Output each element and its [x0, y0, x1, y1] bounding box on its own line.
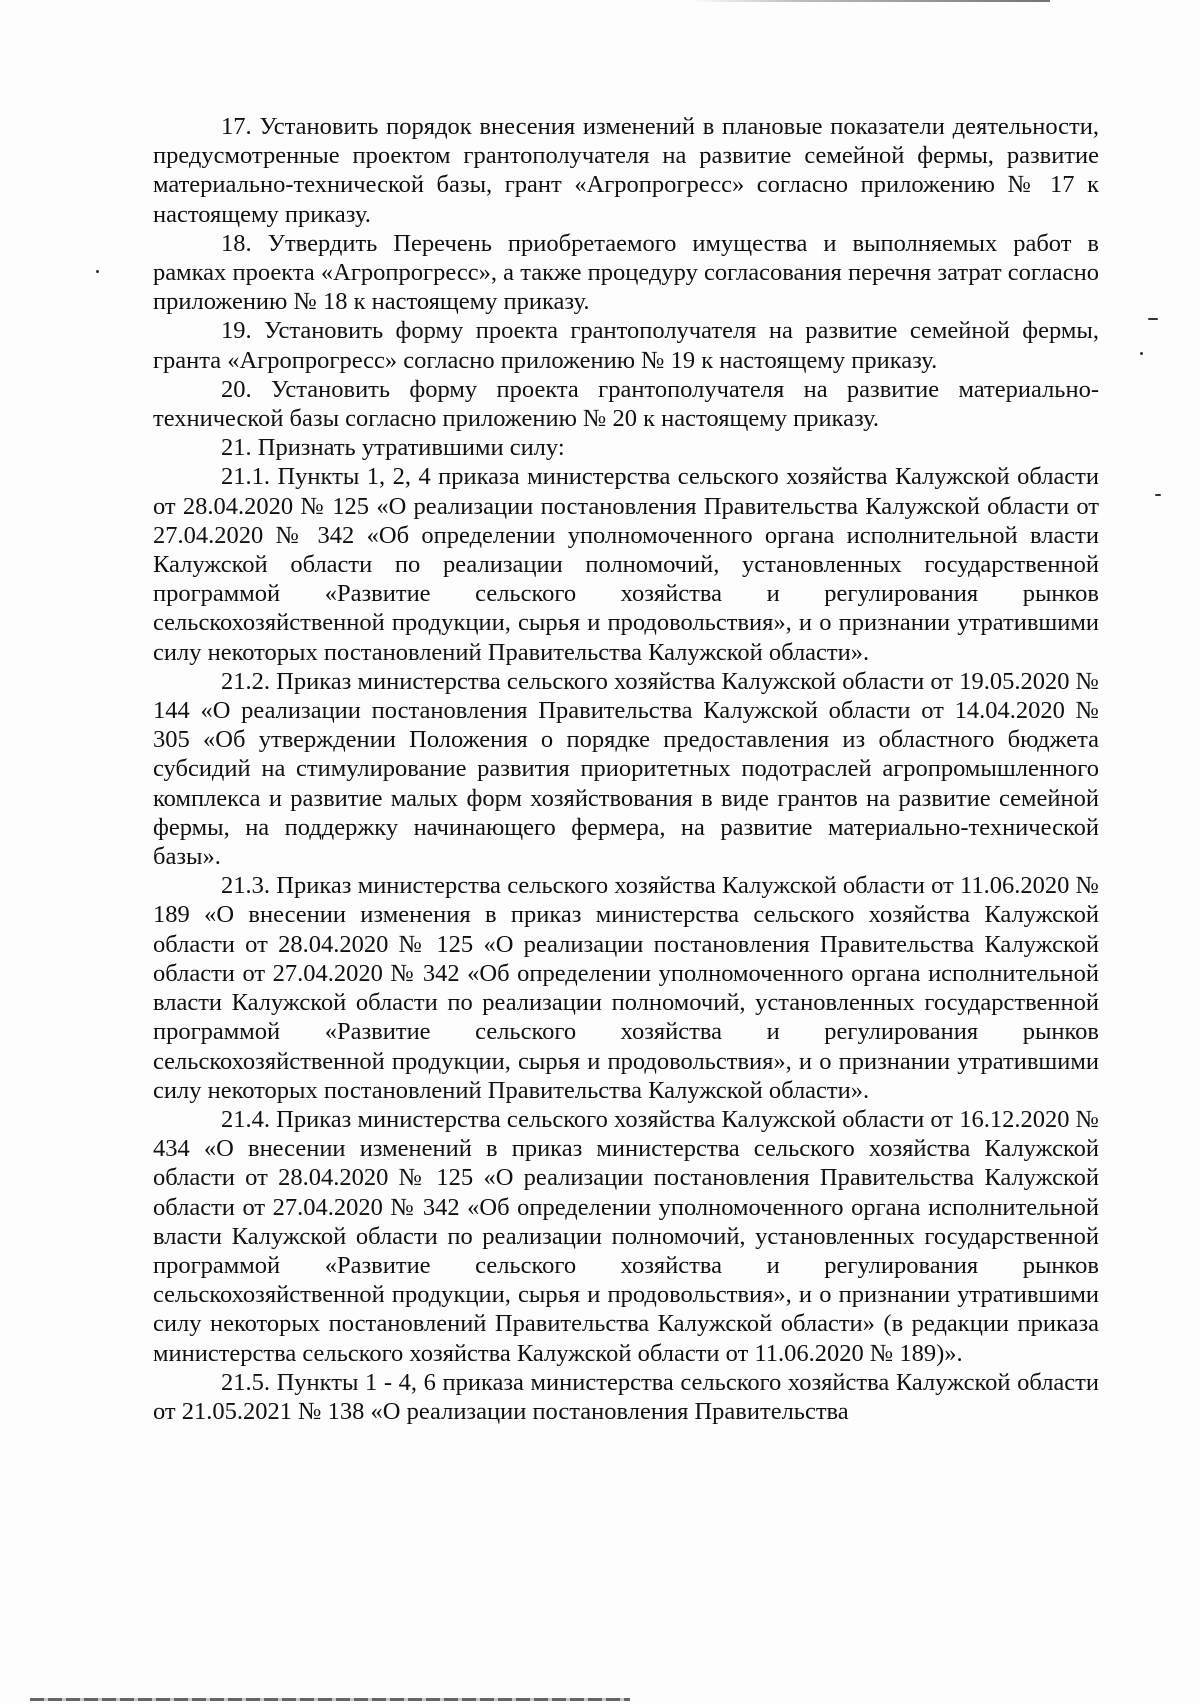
paragraph-21-2: 21.2. Приказ министерства сельского хозяйства Калужской области от 19.05.2020 № 144 «О реализации постановления Правительства Калужской области от 14.04.2020 № 305 «Об утверждении Положения о порядке предоставления из областного бюджета субсидий на стимулирование развития приоритетных подотраслей агропромышленного комплекса и развитие малых форм хозяйствования в виде грантов на развитие семейной фермы, на поддержку начинающего фермера, на развитие материально-технической базы». [153, 667, 1099, 871]
paragraph-21-1: 21.1. Пункты 1, 2, 4 приказа министерства сельского хозяйства Калужской области от 28.04.2020 № 125 «О реализации постановления Правительства Калужской области от 27.04.2020 № 342 «Об определении уполномоченного органа исполнительной власти Калужской области по реализации полномочий, установленных государственной программой «Развитие сельского хозяйства и регулирования рынков сельскохозяйственной продукции, сырья и продовольствия», и о признании утратившими силу некоторых постановлений Правительства Калужской области». [153, 463, 1099, 666]
scan-edge-top [690, 0, 1050, 2]
paragraph-17: 17. Установить порядок внесения изменений в плановые показатели деятельности, предусмотренные проектом грантополучателя на развитие семейной фермы, развитие материально-технической базы, грант «Агропрогресс» согласно приложению № 17 к настоящему приказу. [153, 113, 1099, 228]
scan-speck [96, 270, 99, 273]
paragraph-21: 21. Признать утратившими силу: [221, 434, 565, 462]
scan-speck [1155, 494, 1161, 496]
paragraph-19: 19. Установить форму проекта грантополучателя на развитие семейной фермы, гранта «Агропрогресс» согласно приложению № 19 к настоящему приказу. [153, 317, 1099, 374]
paragraph-21-4: 21.4. Приказ министерства сельского хозяйства Калужской области от 16.12.2020 № 434 «О внесении изменений в приказ министерства сельского хозяйства Калужской области от 28.04.2020 № 125 «О реализации постановления Правительства Калужской области от 27.04.2020 № 342 «Об определении уполномоченного органа исполнительной власти Калужской области по реализации полномочий, установленных государственной программой «Развитие сельского хозяйства и регулирования рынков сельскохозяйственной продукции, сырья и продовольствия», и о признании утратившими силу некоторых постановлений Правительства Калужской области» (в редакции приказа министерства сельского хозяйства Калужской области от 11.06.2020 № 189)». [153, 1105, 1099, 1367]
paragraph-18: 18. Утвердить Перечень приобретаемого имущества и выполняемых работ в рамках проекта «Агропрогресс», а также процедуру согласования перечня затрат согласно приложению № 18 к настоящему приказу. [153, 229, 1099, 316]
paragraph-21-3: 21.3. Приказ министерства сельского хозяйства Калужской области от 11.06.2020 № 189 «О внесении изменения в приказ министерства сельского хозяйства Калужской области от 28.04.2020 № 125 «О реализации постановления Правительства Калужской области от 27.04.2020 № 342 «Об определении уполномоченного органа исполнительной власти Калужской области по реализации полномочий, установленных государственной программой «Развитие сельского хозяйства и регулирования рынков сельскохозяйственной продукции, сырья и продовольствия», и о признании утратившими силу некоторых постановлений Правительства Калужской области». [153, 872, 1099, 1104]
scan-speck [1148, 318, 1158, 320]
paragraph-21-5: 21.5. Пункты 1 - 4, 6 приказа министерства сельского хозяйства Калужской области от 21.05.2021 № 138 «О реализации постановления Правительства [153, 1368, 1099, 1425]
document-body [153, 112, 1099, 1426]
scan-edge-bottom [30, 1698, 630, 1701]
paragraph-20: 20. Установить форму проекта грантополучателя на развитие материально-технической базы согласно приложению № 20 к настоящему приказу. [153, 375, 1099, 433]
scan-speck [1140, 352, 1143, 355]
